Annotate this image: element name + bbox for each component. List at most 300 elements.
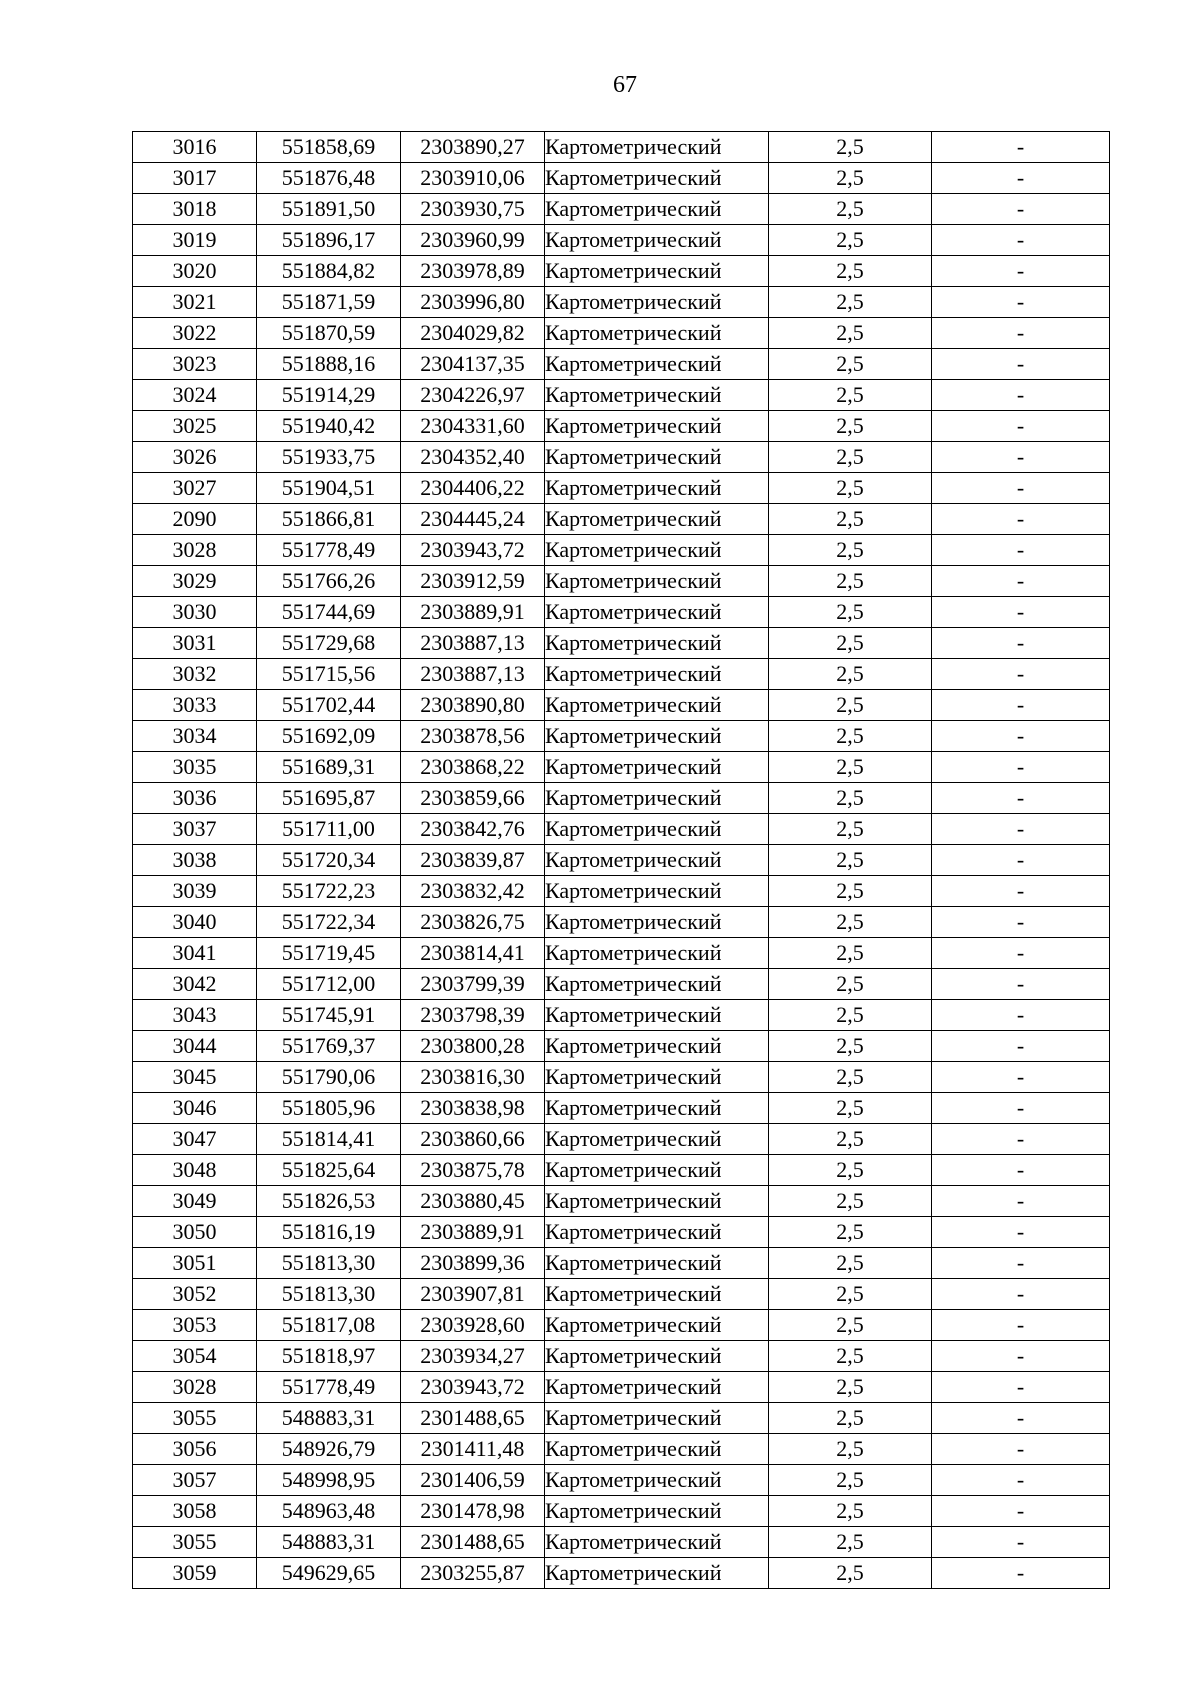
note-cell: -: [932, 1000, 1110, 1031]
y-coordinate-cell: 2303816,30: [401, 1062, 545, 1093]
note-cell: -: [932, 318, 1110, 349]
x-coordinate-cell: 551866,81: [257, 504, 401, 535]
y-coordinate-cell: 2303930,75: [401, 194, 545, 225]
method-cell: Картометрический: [545, 1496, 769, 1527]
note-cell: -: [932, 1124, 1110, 1155]
table-row: [133, 597, 1110, 628]
table-row: [133, 504, 1110, 535]
point-number-cell: 3025: [133, 411, 257, 442]
table-row: [133, 256, 1110, 287]
note-cell: -: [932, 1496, 1110, 1527]
note-cell: -: [932, 194, 1110, 225]
method-cell: Картометрический: [545, 628, 769, 659]
x-coordinate-cell: 551711,00: [257, 814, 401, 845]
page-number: 67: [613, 72, 637, 98]
table-row: [133, 814, 1110, 845]
x-coordinate-cell: 551818,97: [257, 1341, 401, 1372]
x-coordinate-cell: 551896,17: [257, 225, 401, 256]
y-coordinate-cell: 2303960,99: [401, 225, 545, 256]
point-number-cell: 3044: [133, 1031, 257, 1062]
method-cell: Картометрический: [545, 969, 769, 1000]
note-cell: -: [932, 659, 1110, 690]
y-coordinate-cell: 2303826,75: [401, 907, 545, 938]
accuracy-cell: 2,5: [769, 1310, 932, 1341]
table-row: [133, 132, 1110, 163]
point-number-cell: 3024: [133, 380, 257, 411]
point-number-cell: 3045: [133, 1062, 257, 1093]
note-cell: -: [932, 1155, 1110, 1186]
point-number-cell: 3033: [133, 690, 257, 721]
y-coordinate-cell: 2303943,72: [401, 1372, 545, 1403]
y-coordinate-cell: 2303859,66: [401, 783, 545, 814]
accuracy-cell: 2,5: [769, 876, 932, 907]
accuracy-cell: 2,5: [769, 1124, 932, 1155]
y-coordinate-cell: 2303800,28: [401, 1031, 545, 1062]
method-cell: Картометрический: [545, 597, 769, 628]
note-cell: -: [932, 1341, 1110, 1372]
point-number-cell: 3032: [133, 659, 257, 690]
point-number-cell: 3027: [133, 473, 257, 504]
accuracy-cell: 2,5: [769, 1558, 932, 1589]
note-cell: -: [932, 473, 1110, 504]
note-cell: -: [932, 411, 1110, 442]
table-row: [133, 1248, 1110, 1279]
note-cell: -: [932, 814, 1110, 845]
x-coordinate-cell: 551766,26: [257, 566, 401, 597]
x-coordinate-cell: 548926,79: [257, 1434, 401, 1465]
table-row: [133, 845, 1110, 876]
accuracy-cell: 2,5: [769, 349, 932, 380]
point-number-cell: 3043: [133, 1000, 257, 1031]
method-cell: Картометрический: [545, 938, 769, 969]
x-coordinate-cell: 551870,59: [257, 318, 401, 349]
note-cell: -: [932, 597, 1110, 628]
method-cell: Картометрический: [545, 566, 769, 597]
method-cell: Картометрический: [545, 163, 769, 194]
note-cell: -: [932, 1558, 1110, 1589]
note-cell: -: [932, 690, 1110, 721]
x-coordinate-cell: 551689,31: [257, 752, 401, 783]
x-coordinate-cell: 551745,91: [257, 1000, 401, 1031]
point-number-cell: 3051: [133, 1248, 257, 1279]
method-cell: Картометрический: [545, 1031, 769, 1062]
method-cell: Картометрический: [545, 845, 769, 876]
table-row: [133, 318, 1110, 349]
y-coordinate-cell: 2301488,65: [401, 1403, 545, 1434]
table-row: [133, 1341, 1110, 1372]
accuracy-cell: 2,5: [769, 1062, 932, 1093]
note-cell: -: [932, 938, 1110, 969]
y-coordinate-cell: 2303887,13: [401, 659, 545, 690]
table-row: [133, 1186, 1110, 1217]
table-row: [133, 411, 1110, 442]
point-number-cell: 3056: [133, 1434, 257, 1465]
accuracy-cell: 2,5: [769, 535, 932, 566]
accuracy-cell: 2,5: [769, 1031, 932, 1062]
accuracy-cell: 2,5: [769, 504, 932, 535]
note-cell: -: [932, 225, 1110, 256]
note-cell: -: [932, 969, 1110, 1000]
coordinates-table-body: [133, 132, 1110, 1589]
x-coordinate-cell: 551825,64: [257, 1155, 401, 1186]
table-row: [133, 876, 1110, 907]
table-row: [133, 349, 1110, 380]
x-coordinate-cell: 548883,31: [257, 1527, 401, 1558]
method-cell: Картометрический: [545, 814, 769, 845]
note-cell: -: [932, 783, 1110, 814]
y-coordinate-cell: 2303996,80: [401, 287, 545, 318]
method-cell: Картометрический: [545, 1186, 769, 1217]
accuracy-cell: 2,5: [769, 969, 932, 1000]
y-coordinate-cell: 2303943,72: [401, 535, 545, 566]
table-row: [133, 380, 1110, 411]
y-coordinate-cell: 2301406,59: [401, 1465, 545, 1496]
method-cell: Картометрический: [545, 721, 769, 752]
accuracy-cell: 2,5: [769, 659, 932, 690]
accuracy-cell: 2,5: [769, 1155, 932, 1186]
table-row: [133, 969, 1110, 1000]
note-cell: -: [932, 1465, 1110, 1496]
point-number-cell: 2090: [133, 504, 257, 535]
accuracy-cell: 2,5: [769, 938, 932, 969]
note-cell: -: [932, 287, 1110, 318]
point-number-cell: 3055: [133, 1527, 257, 1558]
accuracy-cell: 2,5: [769, 907, 932, 938]
note-cell: -: [932, 566, 1110, 597]
method-cell: Картометрический: [545, 132, 769, 163]
table-row: [133, 1062, 1110, 1093]
y-coordinate-cell: 2303814,41: [401, 938, 545, 969]
y-coordinate-cell: 2303889,91: [401, 1217, 545, 1248]
method-cell: Картометрический: [545, 907, 769, 938]
x-coordinate-cell: 551769,37: [257, 1031, 401, 1062]
x-coordinate-cell: 551778,49: [257, 535, 401, 566]
accuracy-cell: 2,5: [769, 721, 932, 752]
y-coordinate-cell: 2304445,24: [401, 504, 545, 535]
note-cell: -: [932, 876, 1110, 907]
accuracy-cell: 2,5: [769, 690, 932, 721]
accuracy-cell: 2,5: [769, 287, 932, 318]
method-cell: Картометрический: [545, 349, 769, 380]
y-coordinate-cell: 2303838,98: [401, 1093, 545, 1124]
accuracy-cell: 2,5: [769, 318, 932, 349]
note-cell: -: [932, 628, 1110, 659]
table-row: [133, 473, 1110, 504]
table-row: [133, 1031, 1110, 1062]
point-number-cell: 3028: [133, 535, 257, 566]
x-coordinate-cell: 548998,95: [257, 1465, 401, 1496]
method-cell: Картометрический: [545, 783, 769, 814]
method-cell: Картометрический: [545, 1527, 769, 1558]
method-cell: Картометрический: [545, 1155, 769, 1186]
method-cell: Картометрический: [545, 1341, 769, 1372]
note-cell: -: [932, 163, 1110, 194]
x-coordinate-cell: 551719,45: [257, 938, 401, 969]
accuracy-cell: 2,5: [769, 1372, 932, 1403]
table-row: [133, 721, 1110, 752]
method-cell: Картометрический: [545, 411, 769, 442]
x-coordinate-cell: 551904,51: [257, 473, 401, 504]
x-coordinate-cell: 551933,75: [257, 442, 401, 473]
note-cell: -: [932, 845, 1110, 876]
accuracy-cell: 2,5: [769, 752, 932, 783]
y-coordinate-cell: 2303934,27: [401, 1341, 545, 1372]
note-cell: -: [932, 349, 1110, 380]
table-row: [133, 1527, 1110, 1558]
y-coordinate-cell: 2303255,87: [401, 1558, 545, 1589]
point-number-cell: 3017: [133, 163, 257, 194]
point-number-cell: 3046: [133, 1093, 257, 1124]
y-coordinate-cell: 2304406,22: [401, 473, 545, 504]
method-cell: Картометрический: [545, 1465, 769, 1496]
table-row: [133, 659, 1110, 690]
method-cell: Картометрический: [545, 380, 769, 411]
method-cell: Картометрический: [545, 1279, 769, 1310]
method-cell: Картометрический: [545, 690, 769, 721]
y-coordinate-cell: 2303928,60: [401, 1310, 545, 1341]
x-coordinate-cell: 551884,82: [257, 256, 401, 287]
point-number-cell: 3037: [133, 814, 257, 845]
table-row: [133, 938, 1110, 969]
point-number-cell: 3031: [133, 628, 257, 659]
point-number-cell: 3035: [133, 752, 257, 783]
table-row: [133, 225, 1110, 256]
method-cell: Картометрический: [545, 1434, 769, 1465]
table-row: [133, 566, 1110, 597]
point-number-cell: 3055: [133, 1403, 257, 1434]
note-cell: -: [932, 1434, 1110, 1465]
table-row: [133, 287, 1110, 318]
y-coordinate-cell: 2304226,97: [401, 380, 545, 411]
method-cell: Картометрический: [545, 659, 769, 690]
x-coordinate-cell: 551729,68: [257, 628, 401, 659]
y-coordinate-cell: 2303889,91: [401, 597, 545, 628]
note-cell: -: [932, 1031, 1110, 1062]
x-coordinate-cell: 551720,34: [257, 845, 401, 876]
point-number-cell: 3054: [133, 1341, 257, 1372]
point-number-cell: 3047: [133, 1124, 257, 1155]
y-coordinate-cell: 2303832,42: [401, 876, 545, 907]
x-coordinate-cell: 551871,59: [257, 287, 401, 318]
method-cell: Картометрический: [545, 752, 769, 783]
note-cell: -: [932, 132, 1110, 163]
table-row: [133, 752, 1110, 783]
y-coordinate-cell: 2303799,39: [401, 969, 545, 1000]
table-row: [133, 690, 1110, 721]
x-coordinate-cell: 551876,48: [257, 163, 401, 194]
method-cell: Картометрический: [545, 1558, 769, 1589]
y-coordinate-cell: 2303907,81: [401, 1279, 545, 1310]
accuracy-cell: 2,5: [769, 473, 932, 504]
note-cell: -: [932, 907, 1110, 938]
method-cell: Картометрический: [545, 1000, 769, 1031]
note-cell: -: [932, 1062, 1110, 1093]
y-coordinate-cell: 2303798,39: [401, 1000, 545, 1031]
method-cell: Картометрический: [545, 318, 769, 349]
note-cell: -: [932, 535, 1110, 566]
note-cell: -: [932, 1186, 1110, 1217]
x-coordinate-cell: 551816,19: [257, 1217, 401, 1248]
point-number-cell: 3034: [133, 721, 257, 752]
method-cell: Картометрический: [545, 535, 769, 566]
y-coordinate-cell: 2303912,59: [401, 566, 545, 597]
x-coordinate-cell: 551888,16: [257, 349, 401, 380]
accuracy-cell: 2,5: [769, 1248, 932, 1279]
x-coordinate-cell: 551692,09: [257, 721, 401, 752]
x-coordinate-cell: 551715,56: [257, 659, 401, 690]
note-cell: -: [932, 504, 1110, 535]
table-row: [133, 907, 1110, 938]
point-number-cell: 3042: [133, 969, 257, 1000]
method-cell: Картометрический: [545, 287, 769, 318]
coordinates-table: [132, 131, 1110, 1589]
point-number-cell: 3026: [133, 442, 257, 473]
table-row: [133, 442, 1110, 473]
accuracy-cell: 2,5: [769, 1403, 932, 1434]
method-cell: Картометрический: [545, 256, 769, 287]
accuracy-cell: 2,5: [769, 845, 932, 876]
accuracy-cell: 2,5: [769, 597, 932, 628]
point-number-cell: 3041: [133, 938, 257, 969]
x-coordinate-cell: 551790,06: [257, 1062, 401, 1093]
method-cell: Картометрический: [545, 1310, 769, 1341]
y-coordinate-cell: 2303878,56: [401, 721, 545, 752]
x-coordinate-cell: 548883,31: [257, 1403, 401, 1434]
x-coordinate-cell: 551813,30: [257, 1279, 401, 1310]
method-cell: Картометрический: [545, 876, 769, 907]
table-row: [133, 535, 1110, 566]
point-number-cell: 3036: [133, 783, 257, 814]
x-coordinate-cell: 548963,48: [257, 1496, 401, 1527]
y-coordinate-cell: 2303860,66: [401, 1124, 545, 1155]
accuracy-cell: 2,5: [769, 628, 932, 659]
x-coordinate-cell: 551695,87: [257, 783, 401, 814]
point-number-cell: 3058: [133, 1496, 257, 1527]
x-coordinate-cell: 551722,23: [257, 876, 401, 907]
note-cell: -: [932, 442, 1110, 473]
y-coordinate-cell: 2301411,48: [401, 1434, 545, 1465]
note-cell: -: [932, 1527, 1110, 1558]
accuracy-cell: 2,5: [769, 132, 932, 163]
accuracy-cell: 2,5: [769, 411, 932, 442]
point-number-cell: 3057: [133, 1465, 257, 1496]
y-coordinate-cell: 2301488,65: [401, 1527, 545, 1558]
accuracy-cell: 2,5: [769, 566, 932, 597]
point-number-cell: 3030: [133, 597, 257, 628]
table-row: [133, 1155, 1110, 1186]
accuracy-cell: 2,5: [769, 1465, 932, 1496]
note-cell: -: [932, 1403, 1110, 1434]
note-cell: -: [932, 1372, 1110, 1403]
table-row: [133, 1217, 1110, 1248]
y-coordinate-cell: 2301478,98: [401, 1496, 545, 1527]
table-row: [133, 1310, 1110, 1341]
y-coordinate-cell: 2304331,60: [401, 411, 545, 442]
accuracy-cell: 2,5: [769, 194, 932, 225]
y-coordinate-cell: 2303868,22: [401, 752, 545, 783]
point-number-cell: 3039: [133, 876, 257, 907]
accuracy-cell: 2,5: [769, 1000, 932, 1031]
point-number-cell: 3016: [133, 132, 257, 163]
y-coordinate-cell: 2304352,40: [401, 442, 545, 473]
point-number-cell: 3049: [133, 1186, 257, 1217]
accuracy-cell: 2,5: [769, 1434, 932, 1465]
y-coordinate-cell: 2304029,82: [401, 318, 545, 349]
x-coordinate-cell: 551858,69: [257, 132, 401, 163]
point-number-cell: 3018: [133, 194, 257, 225]
table-row: [133, 1000, 1110, 1031]
x-coordinate-cell: 549629,65: [257, 1558, 401, 1589]
point-number-cell: 3059: [133, 1558, 257, 1589]
point-number-cell: 3050: [133, 1217, 257, 1248]
point-number-cell: 3019: [133, 225, 257, 256]
point-number-cell: 3022: [133, 318, 257, 349]
accuracy-cell: 2,5: [769, 1341, 932, 1372]
y-coordinate-cell: 2303890,80: [401, 690, 545, 721]
method-cell: Картометрический: [545, 1403, 769, 1434]
table-row: [133, 1403, 1110, 1434]
y-coordinate-cell: 2303887,13: [401, 628, 545, 659]
x-coordinate-cell: 551814,41: [257, 1124, 401, 1155]
point-number-cell: 3052: [133, 1279, 257, 1310]
y-coordinate-cell: 2303899,36: [401, 1248, 545, 1279]
method-cell: Картометрический: [545, 1372, 769, 1403]
table-row: [133, 194, 1110, 225]
table-row: [133, 1496, 1110, 1527]
accuracy-cell: 2,5: [769, 814, 932, 845]
accuracy-cell: 2,5: [769, 783, 932, 814]
accuracy-cell: 2,5: [769, 1186, 932, 1217]
method-cell: Картометрический: [545, 1062, 769, 1093]
y-coordinate-cell: 2303842,76: [401, 814, 545, 845]
point-number-cell: 3020: [133, 256, 257, 287]
x-coordinate-cell: 551722,34: [257, 907, 401, 938]
point-number-cell: 3028: [133, 1372, 257, 1403]
x-coordinate-cell: 551805,96: [257, 1093, 401, 1124]
table-row: [133, 1372, 1110, 1403]
note-cell: -: [932, 721, 1110, 752]
note-cell: -: [932, 256, 1110, 287]
method-cell: Картометрический: [545, 504, 769, 535]
note-cell: -: [932, 1310, 1110, 1341]
x-coordinate-cell: 551813,30: [257, 1248, 401, 1279]
point-number-cell: 3040: [133, 907, 257, 938]
method-cell: Картометрический: [545, 225, 769, 256]
table-row: [133, 1465, 1110, 1496]
note-cell: -: [932, 1217, 1110, 1248]
table-row: [133, 1279, 1110, 1310]
x-coordinate-cell: 551826,53: [257, 1186, 401, 1217]
table-row: [133, 1434, 1110, 1465]
table-row: [133, 1093, 1110, 1124]
y-coordinate-cell: 2304137,35: [401, 349, 545, 380]
note-cell: -: [932, 752, 1110, 783]
table-row: [133, 1558, 1110, 1589]
y-coordinate-cell: 2303875,78: [401, 1155, 545, 1186]
method-cell: Картометрический: [545, 1124, 769, 1155]
x-coordinate-cell: 551778,49: [257, 1372, 401, 1403]
note-cell: -: [932, 380, 1110, 411]
note-cell: -: [932, 1248, 1110, 1279]
point-number-cell: 3021: [133, 287, 257, 318]
x-coordinate-cell: 551712,00: [257, 969, 401, 1000]
table-row: [133, 783, 1110, 814]
y-coordinate-cell: 2303890,27: [401, 132, 545, 163]
accuracy-cell: 2,5: [769, 225, 932, 256]
accuracy-cell: 2,5: [769, 256, 932, 287]
method-cell: Картометрический: [545, 442, 769, 473]
accuracy-cell: 2,5: [769, 1217, 932, 1248]
